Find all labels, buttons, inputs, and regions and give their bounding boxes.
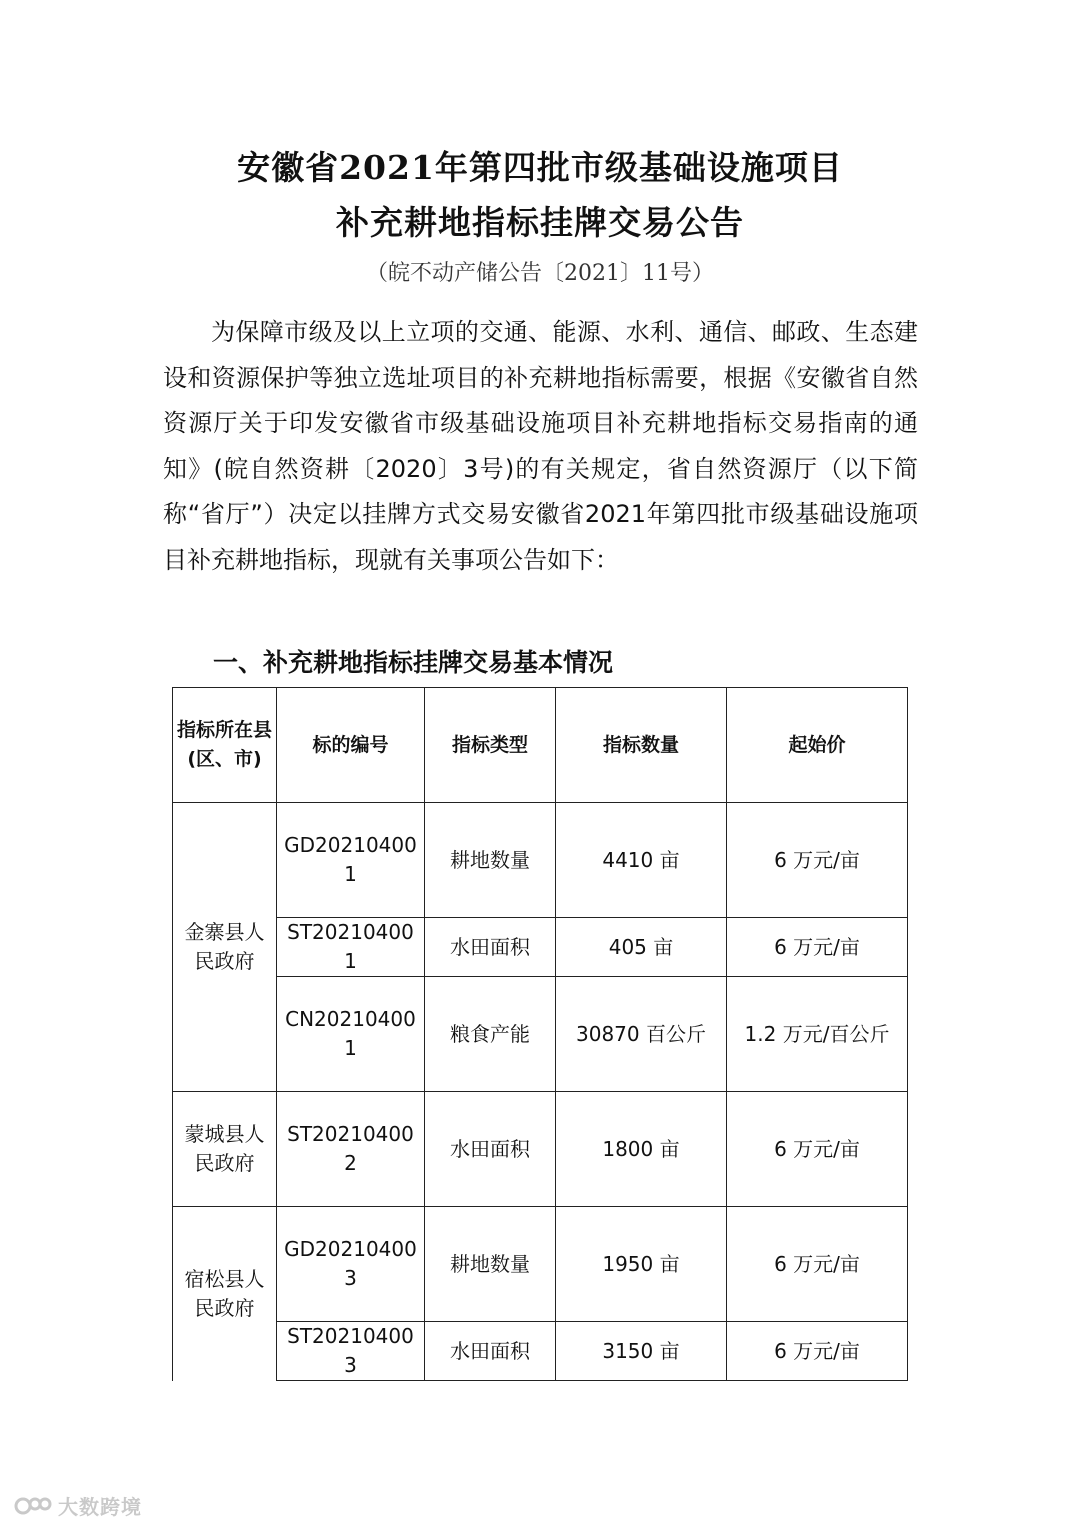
code-cell: CN202104001 xyxy=(277,977,425,1092)
table-row xyxy=(173,1092,908,1207)
intro-paragraph: 为保障市级及以上立项的交通、能源、水利、通信、邮政、生态建设和资源保护等独立选址项目的补充耕地指标需要，根据《安徽省自然资源厅关于印发安徽省市级基础设施项目补充耕地指标交易指南的通知》(皖自然资耕〔2020〕3号)的有关规定，省自然资源厅（以下简称“省厅”）决定以挂牌方式交易安徽省2021年第四批市级基础设施项目补充耕地指标，现就有关事项公告如下： xyxy=(163,318,918,574)
type-cell: 水田面积 xyxy=(425,1092,556,1207)
table-header-row xyxy=(173,688,908,803)
quantity-cell: 30870 百公斤 xyxy=(556,977,727,1092)
type-cell: 耕地数量 xyxy=(425,1207,556,1322)
page-title-line-2: 补充耕地指标挂牌交易公告 xyxy=(336,203,744,242)
table-row xyxy=(173,1207,908,1322)
type-cell: 耕地数量 xyxy=(425,803,556,918)
header-price: 起始价 xyxy=(727,688,908,803)
quantity-cell: 405 亩 xyxy=(556,918,727,977)
county-cell: 金寨县人民政府 xyxy=(173,803,277,1092)
price-cell: 6 万元/亩 xyxy=(727,1207,908,1322)
quantity-cell: 4410 亩 xyxy=(556,803,727,918)
table-row xyxy=(173,918,908,977)
code-cell: ST202104001 xyxy=(277,918,425,977)
code-cell: GD202104001 xyxy=(277,803,425,918)
code-cell: ST202104003 xyxy=(277,1322,425,1381)
table-row xyxy=(173,1322,908,1381)
section-heading-1: 一、补充耕地指标挂牌交易基本情况 xyxy=(213,648,614,677)
table-row xyxy=(173,977,908,1092)
quantity-cell: 1800 亩 xyxy=(556,1092,727,1207)
price-cell: 1.2 万元/百公斤 xyxy=(727,977,908,1092)
header-quantity: 指标数量 xyxy=(556,688,727,803)
brand-logo-icon xyxy=(14,1493,52,1519)
price-cell: 6 万元/亩 xyxy=(727,803,908,918)
document-number: （皖不动产储公告〔2021〕11号） xyxy=(366,261,714,286)
price-cell: 6 万元/亩 xyxy=(727,1322,908,1381)
code-cell: ST202104002 xyxy=(277,1092,425,1207)
table-row xyxy=(173,803,908,918)
type-cell: 水田面积 xyxy=(425,1322,556,1381)
price-cell: 6 万元/亩 xyxy=(727,918,908,977)
watermark-text: 大数跨境 xyxy=(58,1495,142,1519)
code-cell: GD202104003 xyxy=(277,1207,425,1322)
page-title-line-1: 安徽省2021年第四批市级基础设施项目 xyxy=(237,148,843,187)
price-cell: 6 万元/亩 xyxy=(727,1092,908,1207)
watermark xyxy=(14,1491,142,1520)
quantity-cell: 3150 亩 xyxy=(556,1322,727,1381)
header-code: 标的编号 xyxy=(277,688,425,803)
county-cell: 宿松县人民政府 xyxy=(173,1207,277,1381)
header-county: 指标所在县(区、市) xyxy=(173,688,277,803)
type-cell: 粮食产能 xyxy=(425,977,556,1092)
quantity-cell: 1950 亩 xyxy=(556,1207,727,1322)
header-type: 指标类型 xyxy=(425,688,556,803)
county-cell: 蒙城县人民政府 xyxy=(173,1092,277,1207)
type-cell: 水田面积 xyxy=(425,918,556,977)
quota-table xyxy=(172,687,908,1381)
